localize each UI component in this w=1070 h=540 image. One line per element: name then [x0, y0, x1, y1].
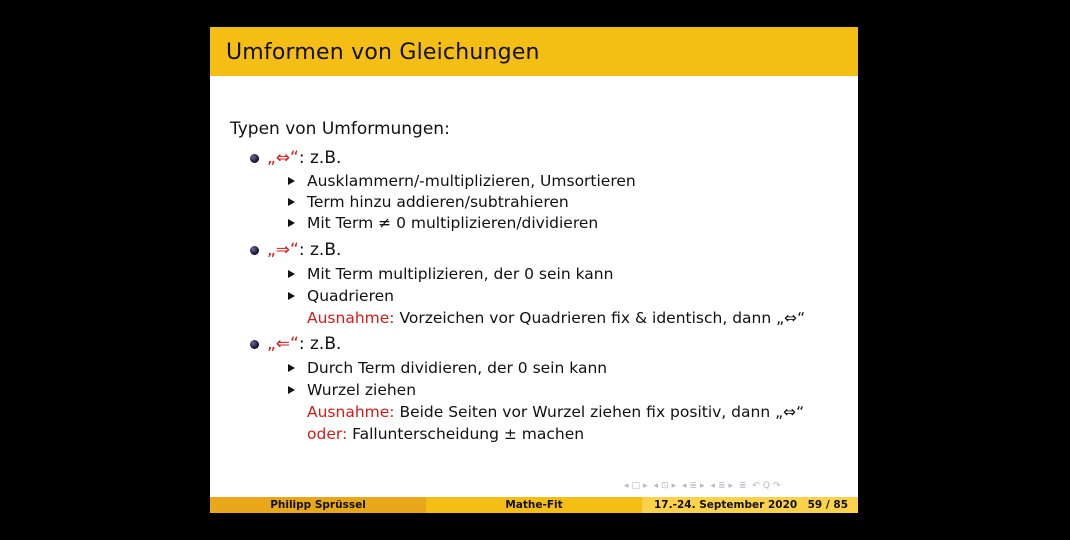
slide-icon[interactable]: ⊡ [660, 481, 669, 491]
bullet-label: : z.B. [298, 334, 342, 354]
triangle-bullet-icon [288, 177, 295, 185]
nav-prev-frame-icon[interactable]: ◂ [624, 481, 629, 491]
search-icon[interactable]: Q [762, 481, 770, 491]
exception-text: Vorzeichen vor Quadrieren fix & identisch, dann „⇔“ [394, 309, 806, 327]
document-icon[interactable]: ≣ [738, 481, 747, 491]
footer-date: 17.-24. September 2020 [654, 499, 798, 511]
nav-prev-subsection-icon[interactable]: ◂ [681, 481, 687, 491]
implication-symbol: „⇒“ [267, 240, 299, 260]
back-icon[interactable]: ↶ [752, 481, 760, 491]
bullet-dot-icon [250, 246, 259, 255]
nav-next-frame-icon[interactable]: ▸ [643, 481, 648, 491]
triangle-bullet-icon [288, 364, 295, 372]
nav-prev-slide-icon[interactable]: ◂ [653, 481, 658, 491]
exception-note [307, 309, 805, 327]
frame-icon[interactable]: □ [631, 481, 641, 491]
exception-text: Beide Seiten vor Wurzel ziehen fix positiv, dann „⇔“ [394, 403, 805, 421]
reverse-implication-symbol: „⇐“ [267, 334, 299, 354]
slide [210, 27, 858, 513]
section-icon[interactable]: ≣ [717, 481, 726, 491]
footer-right [642, 497, 858, 513]
nav-next-subsection-icon[interactable]: ▸ [700, 481, 705, 491]
intro-text: Typen von Umformungen: [230, 119, 450, 139]
bullet-label: : z.B. [298, 240, 342, 260]
exception-label: Ausnahme: [307, 309, 395, 327]
alternative-label: oder: [307, 425, 348, 443]
page-number: 59 / 85 [807, 499, 848, 511]
slide-content: Typen von Umformungen: „⇔“: z.B. Ausklammern/-multiplizieren, Umsortieren Term hinzu addieren/subtrahieren Mit Term ≠ 0 multiplizieren/dividieren „⇒“: z.B. Mit Term multiplizieren, der 0 sein kann Quadrieren Ausnahme: Vorzeichen vor Quadrieren fix & identisch, dann „⇔“ „⇐“: z.B. Durch Term dividieren, der 0 sein kann Wurzel ziehen Ausnahme: Beide Seiten vor Wurzel ziehen fix positiv, dann „⇔“ oder: Fallunterscheidung ± machen [230, 119, 806, 443]
nav-next-section-icon[interactable]: ▸ [728, 481, 734, 491]
forward-icon[interactable]: ↷ [772, 481, 781, 491]
triangle-bullet-icon [288, 198, 295, 206]
slide-title: Umformen von Gleichungen [226, 40, 540, 65]
alternative-note [307, 425, 584, 443]
footer-course: Mathe-Fit [426, 497, 642, 513]
triangle-bullet-icon [288, 270, 295, 278]
nav-prev-section-icon[interactable]: ◂ [710, 481, 715, 491]
bullet-label: : z.B. [298, 148, 342, 168]
bullet-dot-icon [250, 340, 259, 349]
triangle-bullet-icon [288, 292, 295, 300]
exception-note [307, 403, 804, 421]
triangle-bullet-icon [288, 219, 295, 227]
exception-label: Ausnahme: [307, 403, 395, 421]
nav-next-slide-icon[interactable]: ▸ [671, 481, 677, 491]
bullet-dot-icon [250, 154, 259, 163]
equivalence-symbol: „⇔“ [267, 148, 299, 168]
alternative-text: Fallunterscheidung ± machen [347, 425, 585, 443]
subsection-icon[interactable]: ≣ [689, 481, 698, 491]
navigation-bar [624, 481, 854, 493]
footer [210, 497, 858, 513]
triangle-bullet-icon [288, 386, 295, 394]
footer-author: Philipp Sprüssel [210, 497, 426, 513]
